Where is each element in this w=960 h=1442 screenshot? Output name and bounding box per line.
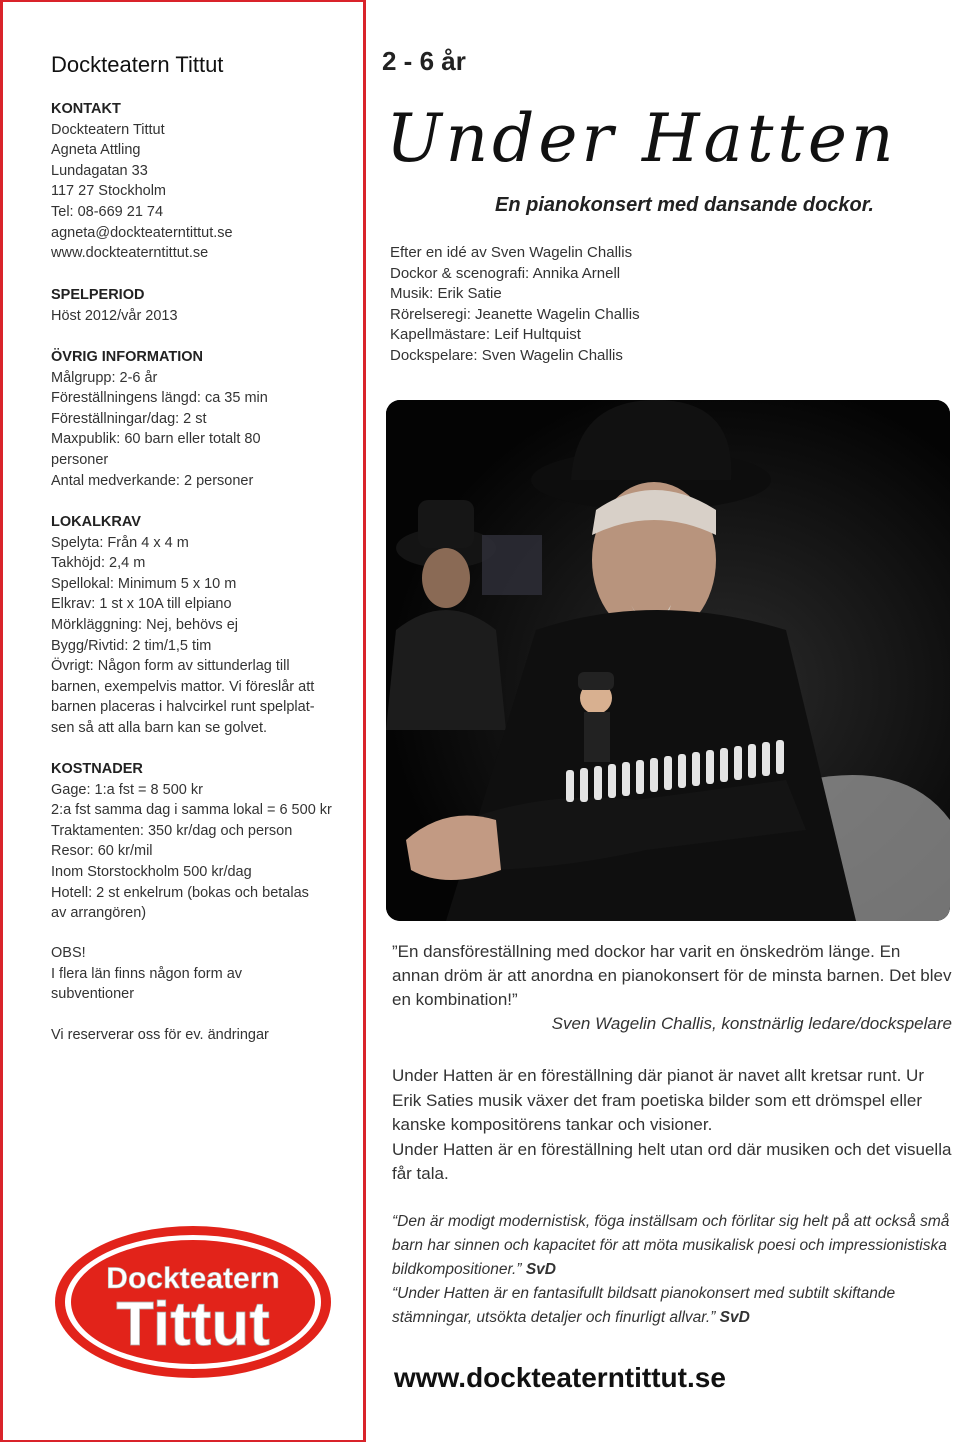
press-reviews xyxy=(392,1210,952,1330)
other-info-line: Målgrupp: 2-6 år xyxy=(51,369,158,386)
review-source: SvD xyxy=(525,1261,556,1278)
play-period-line: Höst 2012/vår 2013 xyxy=(51,307,178,324)
contact-line: Lundagatan 33 xyxy=(51,162,148,179)
cost-line: Gage: 1:a fst = 8 500 kr xyxy=(51,781,203,798)
credit-line: Rörelseregi: Jeanette Wagelin Challis xyxy=(390,305,640,323)
venue-requirements-section xyxy=(51,512,351,739)
venue-requirements-heading: LOKALKRAV xyxy=(51,514,141,530)
contact-email-link[interactable]: agneta@dockteaterntittut.se xyxy=(51,224,233,241)
other-info-section xyxy=(51,347,351,491)
notice-section xyxy=(51,943,351,1005)
contact-line: Agneta Attling xyxy=(51,142,141,159)
contact-line: 117 27 Stockholm xyxy=(51,183,166,200)
venue-line: Bygg/Rivtid: 2 tim/1,5 tim xyxy=(51,637,212,654)
credit-line: Dockspelare: Sven Wagelin Challis xyxy=(390,346,623,364)
other-info-line: Maxpublik: 60 barn eller totalt 80 xyxy=(51,431,261,448)
review-item xyxy=(392,1282,952,1330)
cost-line: Hotell: 2 st enkelrum (bokas och betalas xyxy=(51,884,309,901)
review-text: “Den är modigt modernistisk, föga inställsam och förlitar sig helt på att också små barn har sinnen och kapacitet för att möta musikalisk poesi och impressionistiska bildkompositioner.” xyxy=(392,1213,950,1278)
organization-name: Dockteatern Tittut xyxy=(51,52,224,77)
review-source: SvD xyxy=(719,1309,750,1326)
notice-line: subventioner xyxy=(51,986,135,1003)
show-subtitle: En pianokonsert med dansande dockor. xyxy=(495,194,874,216)
notice-line: OBS! xyxy=(51,945,86,961)
website-link[interactable]: www.dockteaterntittut.se xyxy=(394,1362,726,1393)
dockteatern-tittut-logo xyxy=(53,1224,333,1380)
venue-line: Elkrav: 1 st x 10A till elpiano xyxy=(51,596,232,613)
age-range: 2 - 6 år xyxy=(382,46,466,76)
venue-line: Mörkläggning: Nej, behövs ej xyxy=(51,616,238,633)
other-info-line: Föreställningar/dag: 2 st xyxy=(51,410,207,427)
venue-line: Övrigt: Någon form av sittunderlag till xyxy=(51,658,290,675)
review-text: “Under Hatten är en fantasifullt bildsatt pianokonsert med subtilt skiftande stämningar, utsökta detaljer och finurligt allvar.” xyxy=(392,1285,896,1326)
contact-heading: KONTAKT xyxy=(51,101,121,117)
cost-line: Traktamenten: 350 kr/dag och person xyxy=(51,822,293,839)
credits-list xyxy=(390,243,640,367)
cost-line: av arrangören) xyxy=(51,905,147,922)
info-sidebar xyxy=(0,0,366,1442)
quote-attribution: Sven Wagelin Challis, konstnärlig ledare/dockspelare xyxy=(551,1014,952,1033)
credit-line: Musik: Erik Satie xyxy=(390,285,502,303)
venue-line: Takhöjd: 2,4 m xyxy=(51,555,146,572)
notice-line: I flera län finns någon form av xyxy=(51,965,243,982)
description-paragraph: Under Hatten är en föreställning där pianot är navet allt kretsar runt. Ur Erik Saties musik växer det fram poetiska bilder som ett drömspel eller kanske kompositörens tankar och visioner. xyxy=(392,1066,924,1134)
svg-text:Dockteatern: Dockteatern xyxy=(106,1262,280,1295)
costs-section xyxy=(51,759,351,924)
credit-line: Kapellmästare: Leif Hultquist xyxy=(390,326,581,344)
other-info-line: Föreställningens längd: ca 35 min xyxy=(51,390,268,407)
play-period-section xyxy=(51,285,351,326)
cost-line: 2:a fst samma dag i samma lokal = 6 500 kr xyxy=(51,802,332,819)
description xyxy=(392,1064,952,1187)
reservation-note: Vi reserverar oss för ev. ändringar xyxy=(51,1027,269,1043)
other-info-line: Antal medverkande: 2 personer xyxy=(51,472,254,489)
costs-heading: KOSTNADER xyxy=(51,761,143,777)
show-title: Under Hatten xyxy=(386,100,898,177)
review-item xyxy=(392,1210,952,1282)
svg-text:Tittut: Tittut xyxy=(116,1290,270,1359)
other-info-heading: ÖVRIG INFORMATION xyxy=(51,349,203,365)
venue-line: Spellokal: Minimum 5 x 10 m xyxy=(51,575,237,592)
cost-line: Inom Storstockholm 500 kr/dag xyxy=(51,863,252,880)
contact-line: Dockteatern Tittut xyxy=(51,121,165,138)
venue-line: barnen, exempelvis mattor. Vi föreslår att xyxy=(51,678,315,695)
venue-line: Spelyta: Från 4 x 4 m xyxy=(51,534,189,551)
contact-website-link[interactable]: www.dockteaterntittut.se xyxy=(51,245,209,262)
credit-line: Efter en idé av Sven Wagelin Challis xyxy=(390,244,633,261)
other-info-line: personer xyxy=(51,451,109,468)
venue-line: barnen placeras i halvcirkel runt spelplat- xyxy=(51,699,315,716)
performance-photo xyxy=(386,400,950,921)
contact-phone: Tel: 08-669 21 74 xyxy=(51,203,164,220)
credit-line: Dockor & scenografi: Annika Arnell xyxy=(390,264,621,282)
cost-line: Resor: 60 kr/mil xyxy=(51,843,153,860)
description-paragraph: Under Hatten är en föreställning helt utan ord där musiken och det visuella får tala. xyxy=(392,1139,952,1183)
director-quote: ”En dansföreställning med dockor har varit en önskedröm länge. En annan dröm är att anordna en pianokonsert för de minsta barnen. Det blev en kombination!” xyxy=(392,942,952,1009)
contact-section xyxy=(51,99,351,264)
play-period-heading: SPELPERIOD xyxy=(51,287,145,303)
venue-line: sen så att alla barn kan se golvet. xyxy=(51,719,268,736)
